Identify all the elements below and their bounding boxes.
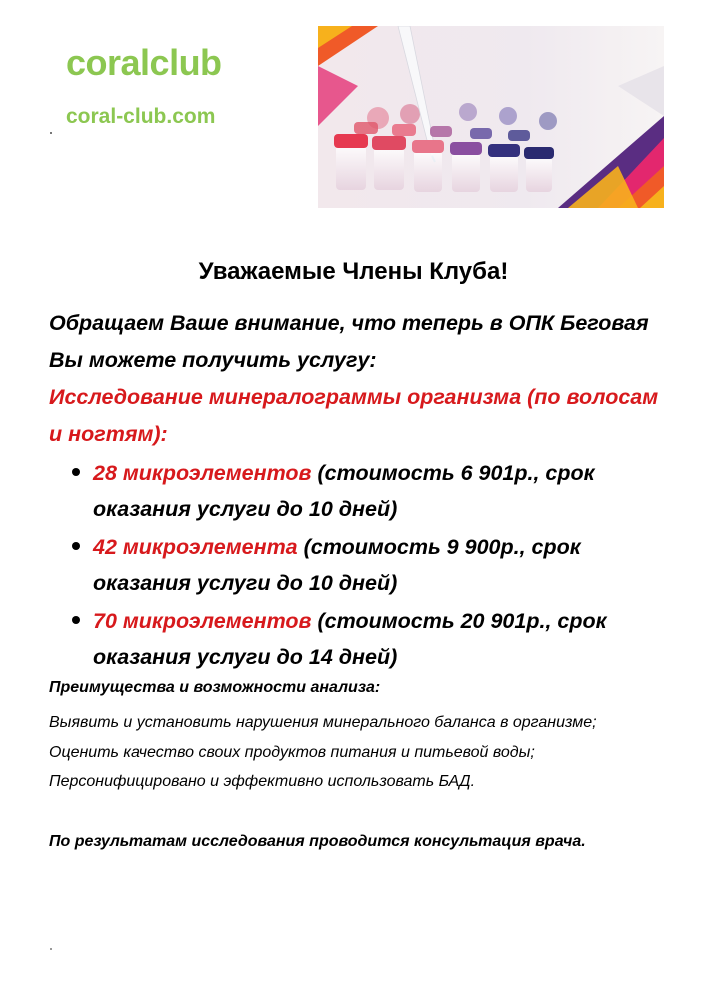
offer-details: (стоимость 20 901р., срок оказания услуги до 14 дней) [93, 609, 607, 669]
offer-item [49, 455, 679, 527]
advantages-title: Преимущества и возможности анализа: [49, 679, 381, 696]
stray-mark [50, 948, 52, 950]
service-title: Исследование минералограммы организма (по волосам и ногтям): [49, 385, 659, 446]
advantages-list [49, 708, 669, 797]
offer-item [49, 603, 679, 675]
intro-text: Обращаем Ваше внимание, что теперь в ОПК Беговая Вы можете получить услугу: [49, 311, 649, 372]
stray-mark [50, 132, 52, 134]
coralclub-logo: coralclub [66, 42, 222, 83]
offer-name: 70 микроэлементов [93, 609, 312, 633]
offer-item [49, 529, 679, 601]
offer-details: (стоимость 6 901р., срок оказания услуги до 10 дней) [93, 461, 595, 521]
offer-name: 28 микроэлементов [93, 461, 312, 485]
bullet-icon [72, 468, 80, 476]
page-heading: Уважаемые Члены Клуба! [198, 258, 509, 285]
advantage-item: Персонифицировано и эффективно использовать БАД. [49, 773, 476, 790]
advantage-item: Оценить качество своих продуктов питания и питьевой воды; [49, 743, 535, 761]
website-link[interactable]: coral-club.com [66, 105, 216, 128]
offer-name: 42 микроэлемента [93, 535, 298, 559]
offer-details: (стоимость 9 900р., срок оказания услуги до 10 дней) [93, 535, 581, 595]
bullet-icon [72, 616, 80, 624]
advantage-item: Выявить и установить нарушения минерального баланса в организме; [49, 714, 597, 731]
final-note: По результатам исследования проводится консультация врача. [49, 833, 586, 850]
bullet-icon [72, 542, 80, 550]
offers-list [49, 455, 679, 677]
lab-test-tubes-photo [318, 26, 664, 208]
